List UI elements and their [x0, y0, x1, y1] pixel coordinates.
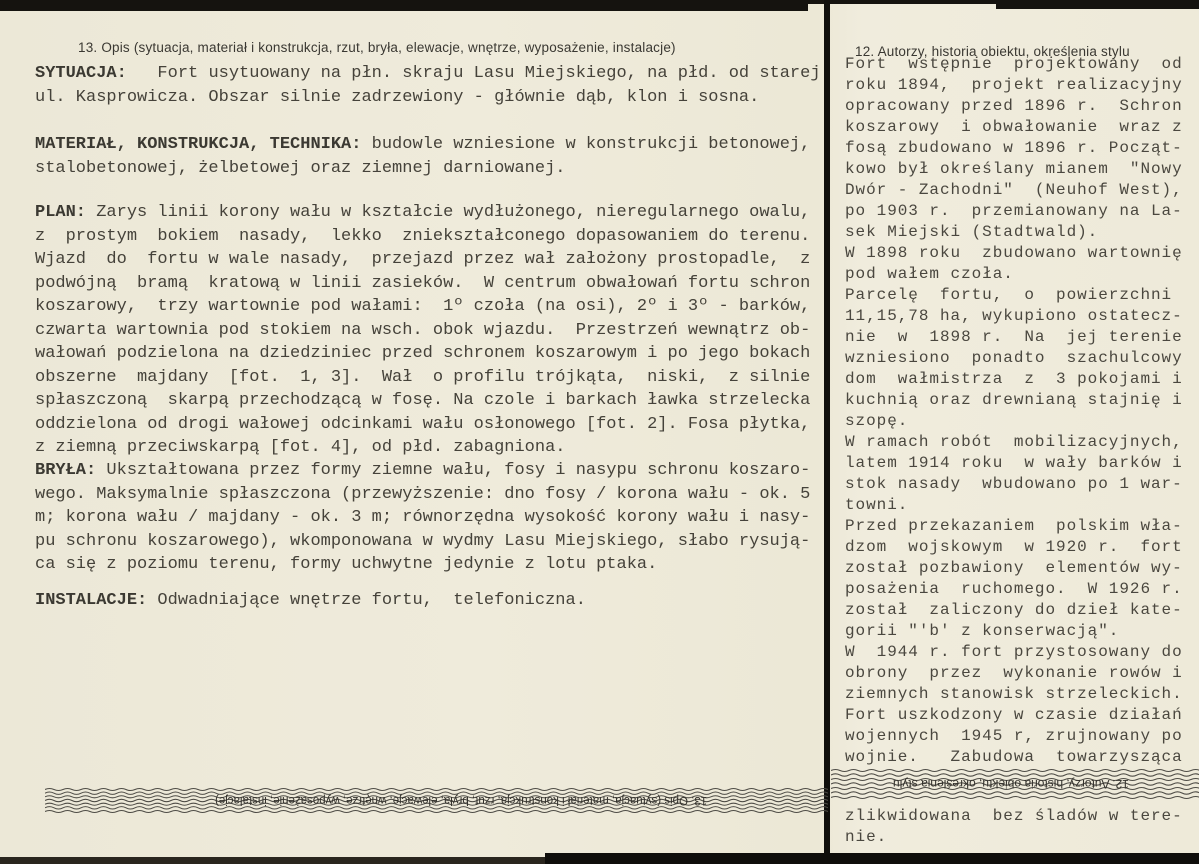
- section-label-rest: Ukształtowana przez formy ziemne wału, fosy i nasypu schronu koszaro-: [96, 461, 811, 480]
- paragraph-material: [35, 133, 825, 180]
- text-line: ca się z poziomu terenu, formy uchwytne jedynie z lotu ptaka.: [35, 555, 658, 574]
- text-line: pod wałem czoła.: [845, 265, 1014, 283]
- typewritten-history-continued: [845, 806, 1195, 848]
- text-line: W 1898 roku zbudowano wartownię: [845, 244, 1183, 262]
- text-line: wojnie. Zabudowa towarzysząca: [845, 748, 1183, 766]
- form-field-label-13: 13. Opis (sytuacja, materiał i konstrukcja, rzut, bryła, elewacje, wnętrze, wyposażenie, instalacje): [78, 40, 676, 55]
- text-line: [35, 459, 825, 483]
- text-line: wałowań podzielona na dziedziniec przed schronem koszarowym i po jego bokach: [35, 344, 811, 363]
- paragraph-bryla: [35, 459, 825, 577]
- text-line: gorii "'b' z konserwacją".: [845, 622, 1120, 640]
- section-label: MATERIAŁ, KONSTRUKCJA, TECHNIKA:: [35, 135, 362, 154]
- section-label: PLAN:: [35, 203, 87, 222]
- text-line: Fort wstępnie projektowany od: [845, 55, 1183, 73]
- wave-line: [45, 788, 828, 790]
- text-line: ul. Kasprowicza. Obszar silnie zadrzewiony - głównie dąb, klon i sosna.: [35, 87, 760, 107]
- scan-edge-bottom-right: [545, 853, 1199, 864]
- text-line: został zaliczony do dzieł kate-: [845, 601, 1183, 619]
- text-line: koszarowy i obwałowanie wraz z: [845, 118, 1183, 136]
- text-line: szopę.: [845, 412, 909, 430]
- text-line: Fort uszkodzony w czasie działań: [845, 706, 1183, 724]
- text-line: m; korona wału / majdany - ok. 3 m; równorzędna wysokość korony wału i nasy-: [35, 508, 811, 527]
- text-line: Wjazd do fortu w wale nasady, przejazd przez wał założony prostopadle, z: [35, 250, 811, 269]
- text-line: W 1944 r. fort przystosowany do: [845, 643, 1183, 661]
- text-line: stok nasady wbudowano po 1 war-: [845, 475, 1183, 493]
- paragraph-instalacje: [35, 589, 825, 613]
- text-line: [35, 62, 825, 86]
- text-line: nie w 1898 r. Na jej terenie: [845, 328, 1183, 346]
- text-line: obszerne majdany [fot. 1, 3]. Wał o profilu trójkąta, niski, z silnie: [35, 367, 811, 387]
- text-line: ziemnych stanowisk strzeleckich.: [845, 685, 1183, 703]
- text-line: wojennych 1945 r, zrujnowany po: [845, 727, 1183, 745]
- text-line: kowo był określany mianem "Nowy: [845, 160, 1183, 178]
- text-line: oddzielona od drogi wałowej odcinkami wału osłonowego [fot. 2]. Fosa płytka,: [35, 414, 811, 434]
- section-label-rest: Zarys linii korony wału w kształcie wydłużonego, nieregularnego owalu,: [86, 203, 811, 222]
- wave-line: [45, 807, 828, 809]
- section-label-rest: Odwadniające wnętrze fortu, telefoniczna.: [147, 591, 586, 610]
- section-label-rest: budowle wzniesione w konstrukcji betonowej,: [361, 135, 811, 154]
- text-line: obrony przez wykonanie rowów i: [845, 664, 1183, 682]
- text-line: pu schronu koszarowego), wkomponowana w wydmy Lasu Miejskiego, słabo rysują-: [35, 531, 811, 551]
- text-line: zlikwidowana bez śladów w tere-: [845, 807, 1183, 825]
- text-line: [35, 589, 825, 613]
- text-line: z prostym bokiem nasady, lekko zniekształconego dopasowaniem do terenu.: [35, 226, 811, 246]
- paragraph-sytuacja: [35, 62, 825, 109]
- section-label: SYTUACJA:: [35, 64, 127, 83]
- text-line: nie.: [845, 828, 888, 846]
- text-line: wego. Maksymalnie spłaszczona (przewyższenie: dno fosy / korona wału - ok. 5: [35, 484, 811, 504]
- form-field-label-12: 12. Autorzy, historia obiektu, określenia stylu: [855, 44, 1130, 59]
- text-line: stalobetonowej, żelbetowej oraz ziemnej darniowanej.: [35, 158, 566, 178]
- text-line: sek Miejski (Stadtwald).: [845, 223, 1099, 241]
- text-line: koszarowy, trzy wartownie pod wałami: 1º czoła (na osi), 2º i 3º - barków,: [35, 297, 811, 316]
- text-line: [35, 133, 825, 157]
- wave-line: [45, 810, 828, 812]
- typewritten-history: [845, 54, 1195, 768]
- text-line: 11,15,78 ha, wykupiono ostatecz-: [845, 307, 1183, 325]
- text-line: Parcelę fortu, o powierzchni: [845, 286, 1173, 304]
- text-line: spłaszczoną skarpą przechodzącą w fosę. Na czole i barkach ławka strzelecka: [35, 391, 811, 410]
- wave-line: [831, 774, 1199, 776]
- text-line: z ziemną przeciwskarpą [fot. 4], od płd. zabagniona.: [35, 438, 566, 457]
- text-line: Dwór - Zachodni" (Neuhof West),: [845, 181, 1183, 199]
- text-line: kuchnią oraz drewnianą stajnię i: [845, 391, 1183, 409]
- text-line: W ramach robót mobilizacyjnych,: [845, 433, 1183, 451]
- text-line: [35, 201, 825, 225]
- text-line: dzom wojskowym w 1920 r. fort: [845, 538, 1183, 556]
- text-line: towni.: [845, 496, 909, 514]
- text-line: fosą zbudowano w 1896 r. Począt-: [845, 139, 1183, 157]
- text-line: latem 1914 roku w wały barków i: [845, 454, 1183, 472]
- wave-line: [831, 792, 1199, 794]
- text-line: po 1903 r. przemianowany na La-: [845, 202, 1183, 220]
- mirrored-form-label-13: 13. Opis (sytuacja, materiał i konstrukcja, rzut, bryła, elewacje, wnętrze, wyposażenie, instalacje): [215, 794, 708, 806]
- section-label-rest: Fort usytuowany na płn. skraju Lasu Miejskiego, na płd. od starej: [126, 64, 821, 83]
- scan-edge-top-right: [996, 0, 1199, 9]
- text-line: został pozbawiony elementów wy-: [845, 559, 1183, 577]
- mirrored-form-label-12: 12. Autorzy, historia obiektu, określenia stylu: [893, 777, 1129, 791]
- paragraph-plan: [35, 201, 825, 460]
- text-line: Przed przekazaniem polskim wła-: [845, 517, 1183, 535]
- text-line: czwarta wartownia pod stokiem na wsch. obok wjazdu. Przestrzeń wewnątrz ob-: [35, 320, 811, 340]
- section-label: INSTALACJE:: [35, 591, 148, 610]
- text-line: dom wałmistrza z 3 pokojami i: [845, 370, 1183, 388]
- wavy-cancellation-strip-right: [831, 768, 1199, 800]
- text-line: opracowany przed 1896 r. Schron: [845, 97, 1183, 115]
- text-line: wzniesiono ponadto szachulcowy: [845, 349, 1183, 367]
- wave-line: [831, 796, 1199, 798]
- wavy-cancellation-strip-left: [45, 787, 828, 814]
- scan-edge-top-left: [0, 0, 808, 11]
- wave-line: [831, 769, 1199, 771]
- text-line: posażenia ruchomego. W 1926 r.: [845, 580, 1183, 598]
- section-label: BRYŁA:: [35, 461, 97, 480]
- text-line: podwójną bramą kratową w linii zasieków. W centrum obwałowań fortu schron: [35, 273, 811, 293]
- text-line: roku 1894, projekt realizacyjny: [845, 76, 1183, 94]
